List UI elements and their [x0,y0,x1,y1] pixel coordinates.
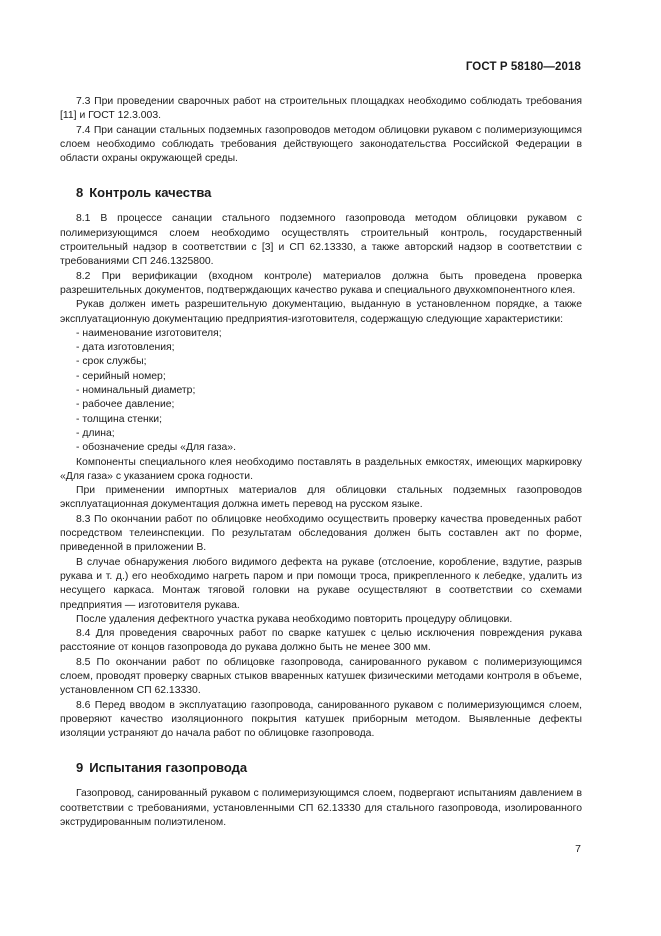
list-item: - номинальный диаметр; [76,385,196,397]
paragraph-7-3: 7.3 При проведении сварочных работ на строительных площадках необходимо соблюдать требования [11] и ГОСТ 12.3.003. [60,96,582,122]
paragraph-sleeve-documentation: Рукав должен иметь разрешительную документацию, выданную в установленном порядке, а также эксплуатационную документацию предприятия-изготовителя, содержащую следующие характеристики: [60,299,582,325]
paragraph-repeat-lining: После удаления дефектного участка рукава необходимо повторить процедуру облицовки. [76,613,513,625]
list-item: - обозначение среды «Для газа». [76,442,236,454]
page-number: 7 [575,843,581,855]
paragraph-7-4: 7.4 При санации стальных подземных газопроводов методом облицовки рукавом с полимеризующимся слоем необходимо соблюдать требования действующего законодательства Российской Федерации в области охраны окружающей среды. [60,124,582,165]
section-title: Контроль качества [89,185,212,201]
list-item: - рабочее давление; [76,399,175,411]
paragraph-8-1: 8.1 В процессе санации стального подземного газопровода методом облицовки рукавом с полимеризующимся слоем необходимо осуществлять строительный контроль, государственный строительный надзор в соответствии с [3] и СП 62.13330, а также авторский надзор в соответствии с требованиями СП 246.1325800. [60,213,582,268]
paragraph-8-4: 8.4 Для проведения сварочных работ по сварке катушек с целью исключения повреждения рукава расстояние от концов газопровода до рукава должно быть не менее 300 мм. [60,628,582,654]
list-item: - толщина стенки; [76,413,162,425]
paragraph-8-2: 8.2 При верификации (входном контроле) материалов должна быть проведена проверка разрешительных документов, подтверждающих качество рукава и специального двухкомпонентного клея. [60,270,582,296]
section-number: 8 [76,185,84,201]
paragraph-8-6: 8.6 Перед вводом в эксплуатацию газопровода, санированного рукавом с полимеризующимся слоем, проверяют качество изоляционного покрытия катушек приборным методом. Выявленные дефекты изоляции устраняют до начала работ по облицовке газопровода. [60,699,582,740]
list-item: - наименование изготовителя; [76,327,222,339]
list-item: - длина; [76,427,115,439]
list-item: - срок службы; [76,356,147,368]
list-item: - серийный номер; [76,370,166,382]
section-heading-8 [60,185,582,201]
list-item: - дата изготовления; [76,342,175,354]
section-title: Испытания газопровода [89,760,248,776]
section-number: 9 [76,760,84,776]
paragraph-imported-materials: При применении импортных материалов для облицовки стальных подземных газопроводов эксплуатационная документация должна иметь перевод на русском языке. [60,485,582,511]
paragraph-8-5: 8.5 По окончании работ по облицовке газопровода, санированного рукавом с полимеризующимся слоем, проводят проверку сварных стыков вваренных катушек физическими методами контроля в объеме, установленном СП 62.13330. [60,656,582,697]
paragraph-9: Газопровод, санированный рукавом с полимеризующимся слоем, подвергают испытаниям давлением в соответствии с требованиями, установленными СП 62.13330 для стального газопровода, изолированного экструдированным полиэтиленом. [60,788,582,829]
section-heading-9 [60,760,582,776]
standard-designation: ГОСТ Р 58180—2018 [465,61,581,73]
paragraph-defect-removal: В случае обнаружения любого видимого дефекта на рукаве (отслоение, коробление, вздутие, разрыв рукава и т. д.) его необходимо нагреть паром и при помощи троса, прикрепленного к лебедке, удалить из несущего каркаса. Монтаж тяговой головки на рукаве осуществляют в соответствии со схемами предприятия — изготовителя рукава. [60,556,582,611]
paragraph-8-3: 8.3 По окончании работ по облицовке необходимо осуществить проверку качества проведенных работ посредством телеинспекции. По результатам обследования должен быть составлен акт по форме, приведенной в приложении В. [60,513,582,554]
paragraph-glue-components: Компоненты специального клея необходимо поставлять в раздельных емкостях, имеющих маркировку «Для газа» с указанием срока годности. [60,456,582,482]
page-content [60,95,582,830]
